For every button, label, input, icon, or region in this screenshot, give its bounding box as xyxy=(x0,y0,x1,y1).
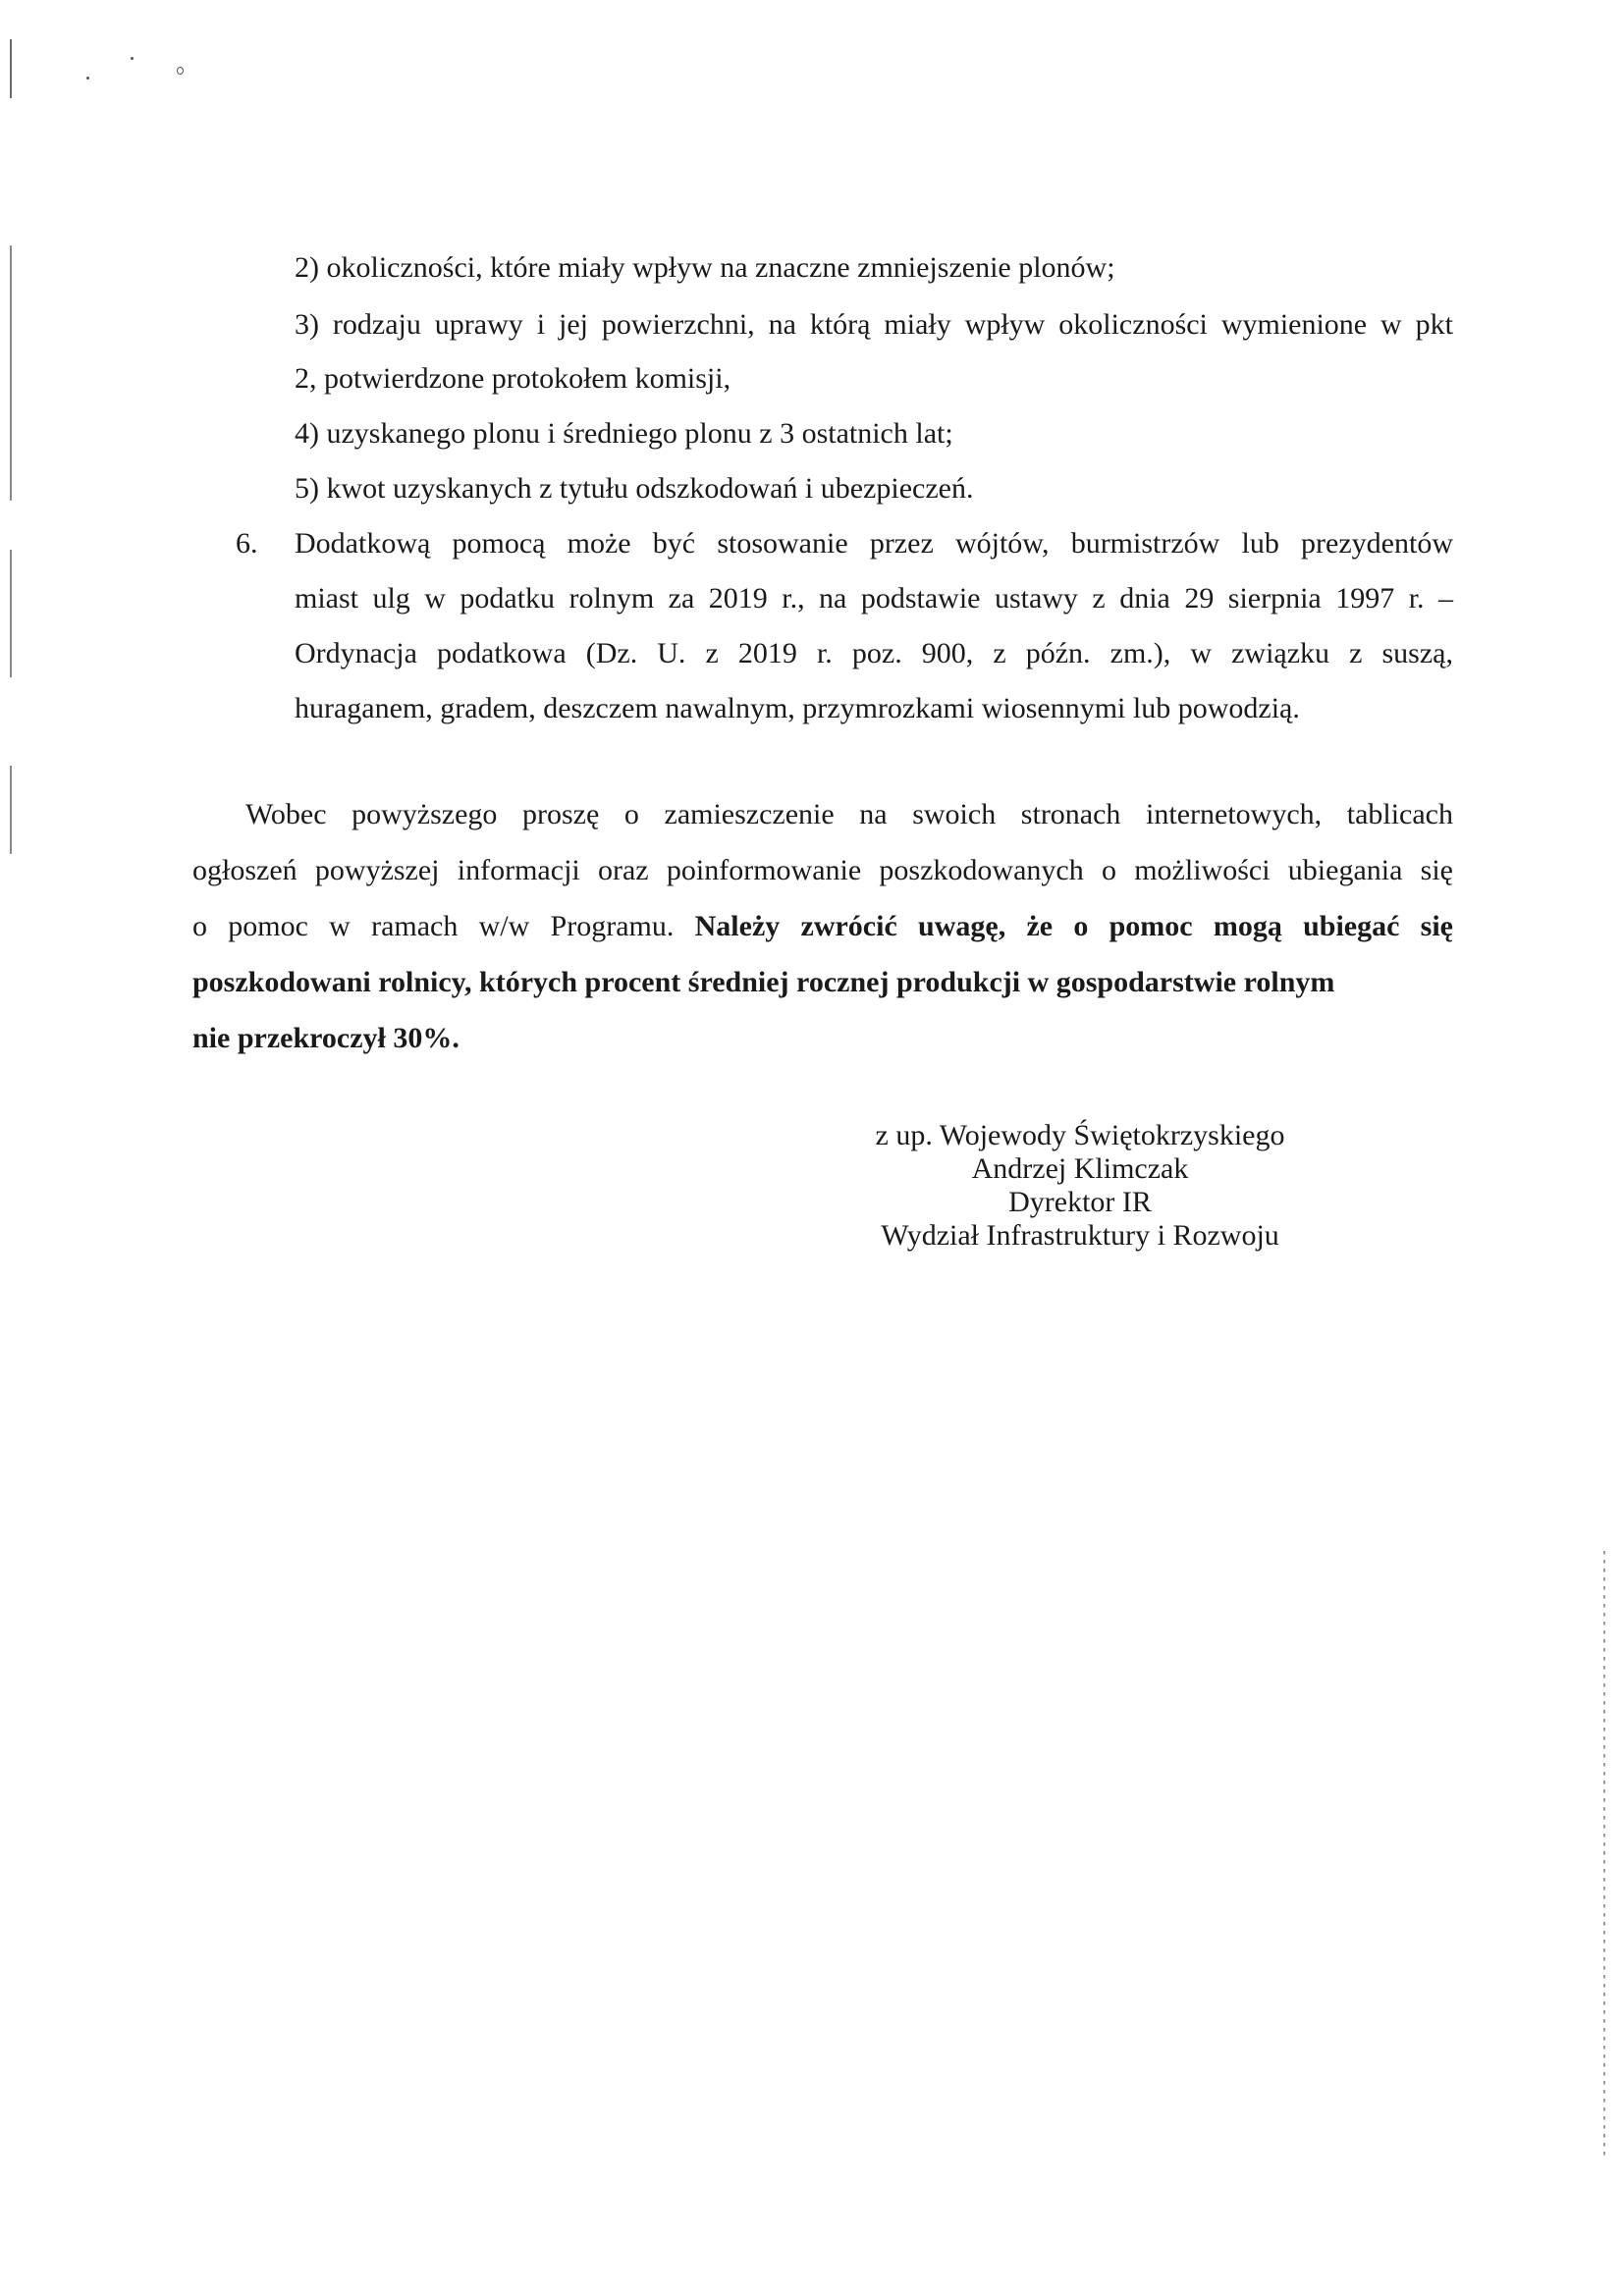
list-item-4: 4) uzyskanego plonu i średniego plonu z 3 ostatnich lat; xyxy=(295,417,953,450)
scan-speck xyxy=(177,67,184,75)
point-6-line-2: miast ulg w podatku rolnym za 2019 r., na podstawie ustawy z dnia 29 sierpnia 1997 r. – xyxy=(295,582,1453,614)
signature-name: Andrzej Klimczak xyxy=(971,1152,1189,1185)
closing-line-2: ogłoszeń powyższej informacji oraz poinformowanie poszkodowanych o możliwości ubiegania się xyxy=(192,854,1453,886)
closing-line-3-normal: o pomoc w ramach w/w Programu. xyxy=(192,910,675,942)
list-item-3-line-2: 2, potwierdzone protokołem komisji, xyxy=(295,362,731,395)
list-item-2: 2) okoliczności, które miały wpływ na znaczne zmniejszenie plonów; xyxy=(295,251,1115,284)
closing-line-5: nie przekroczył 30%. xyxy=(192,1022,460,1054)
scan-edge-mark xyxy=(10,550,12,677)
closing-line-4: poszkodowani rolnicy, których procent średniej rocznej produkcji w gospodarstwie rolnym xyxy=(192,966,1335,998)
point-6-number: 6. xyxy=(236,527,258,560)
scan-edge-mark xyxy=(10,39,12,98)
signature-department: Wydział Infrastruktury i Rozwoju xyxy=(881,1219,1279,1252)
scan-speck xyxy=(86,77,89,80)
closing-line-3-bold: Należy zwrócić uwagę, że o pomoc mogą ubiegać się xyxy=(694,910,1453,942)
signature-title: Dyrektor IR xyxy=(1008,1186,1152,1218)
point-6-line-4: huraganem, gradem, deszczem nawalnym, przymrozkami wiosennymi lub powodzią. xyxy=(295,692,1300,724)
scan-dotted-edge xyxy=(1603,1551,1605,2160)
scan-edge-mark xyxy=(10,245,12,501)
point-6-line-3: Ordynacja podatkowa (Dz. U. z 2019 r. poz. 900, z późn. zm.), w związku z suszą, xyxy=(295,637,1453,669)
signature-line-1: z up. Wojewody Świętokrzyskiego xyxy=(875,1119,1285,1151)
point-6-line-1: Dodatkową pomocą może być stosowanie przez wójtów, burmistrzów lub prezydentów xyxy=(295,527,1453,560)
scan-edge-mark xyxy=(10,766,12,854)
list-item-3-line-1: 3) rodzaju uprawy i jej powierzchni, na którą miały wpływ okoliczności wymienione w pkt xyxy=(295,308,1453,341)
closing-line-1: Wobec powyższego proszę o zamieszczenie na swoich stronach internetowych, tablicach xyxy=(245,798,1453,830)
scan-speck xyxy=(131,57,134,60)
list-item-5: 5) kwot uzyskanych z tytułu odszkodowań i ubezpieczeń. xyxy=(295,472,974,505)
closing-line-3 xyxy=(192,909,1453,944)
